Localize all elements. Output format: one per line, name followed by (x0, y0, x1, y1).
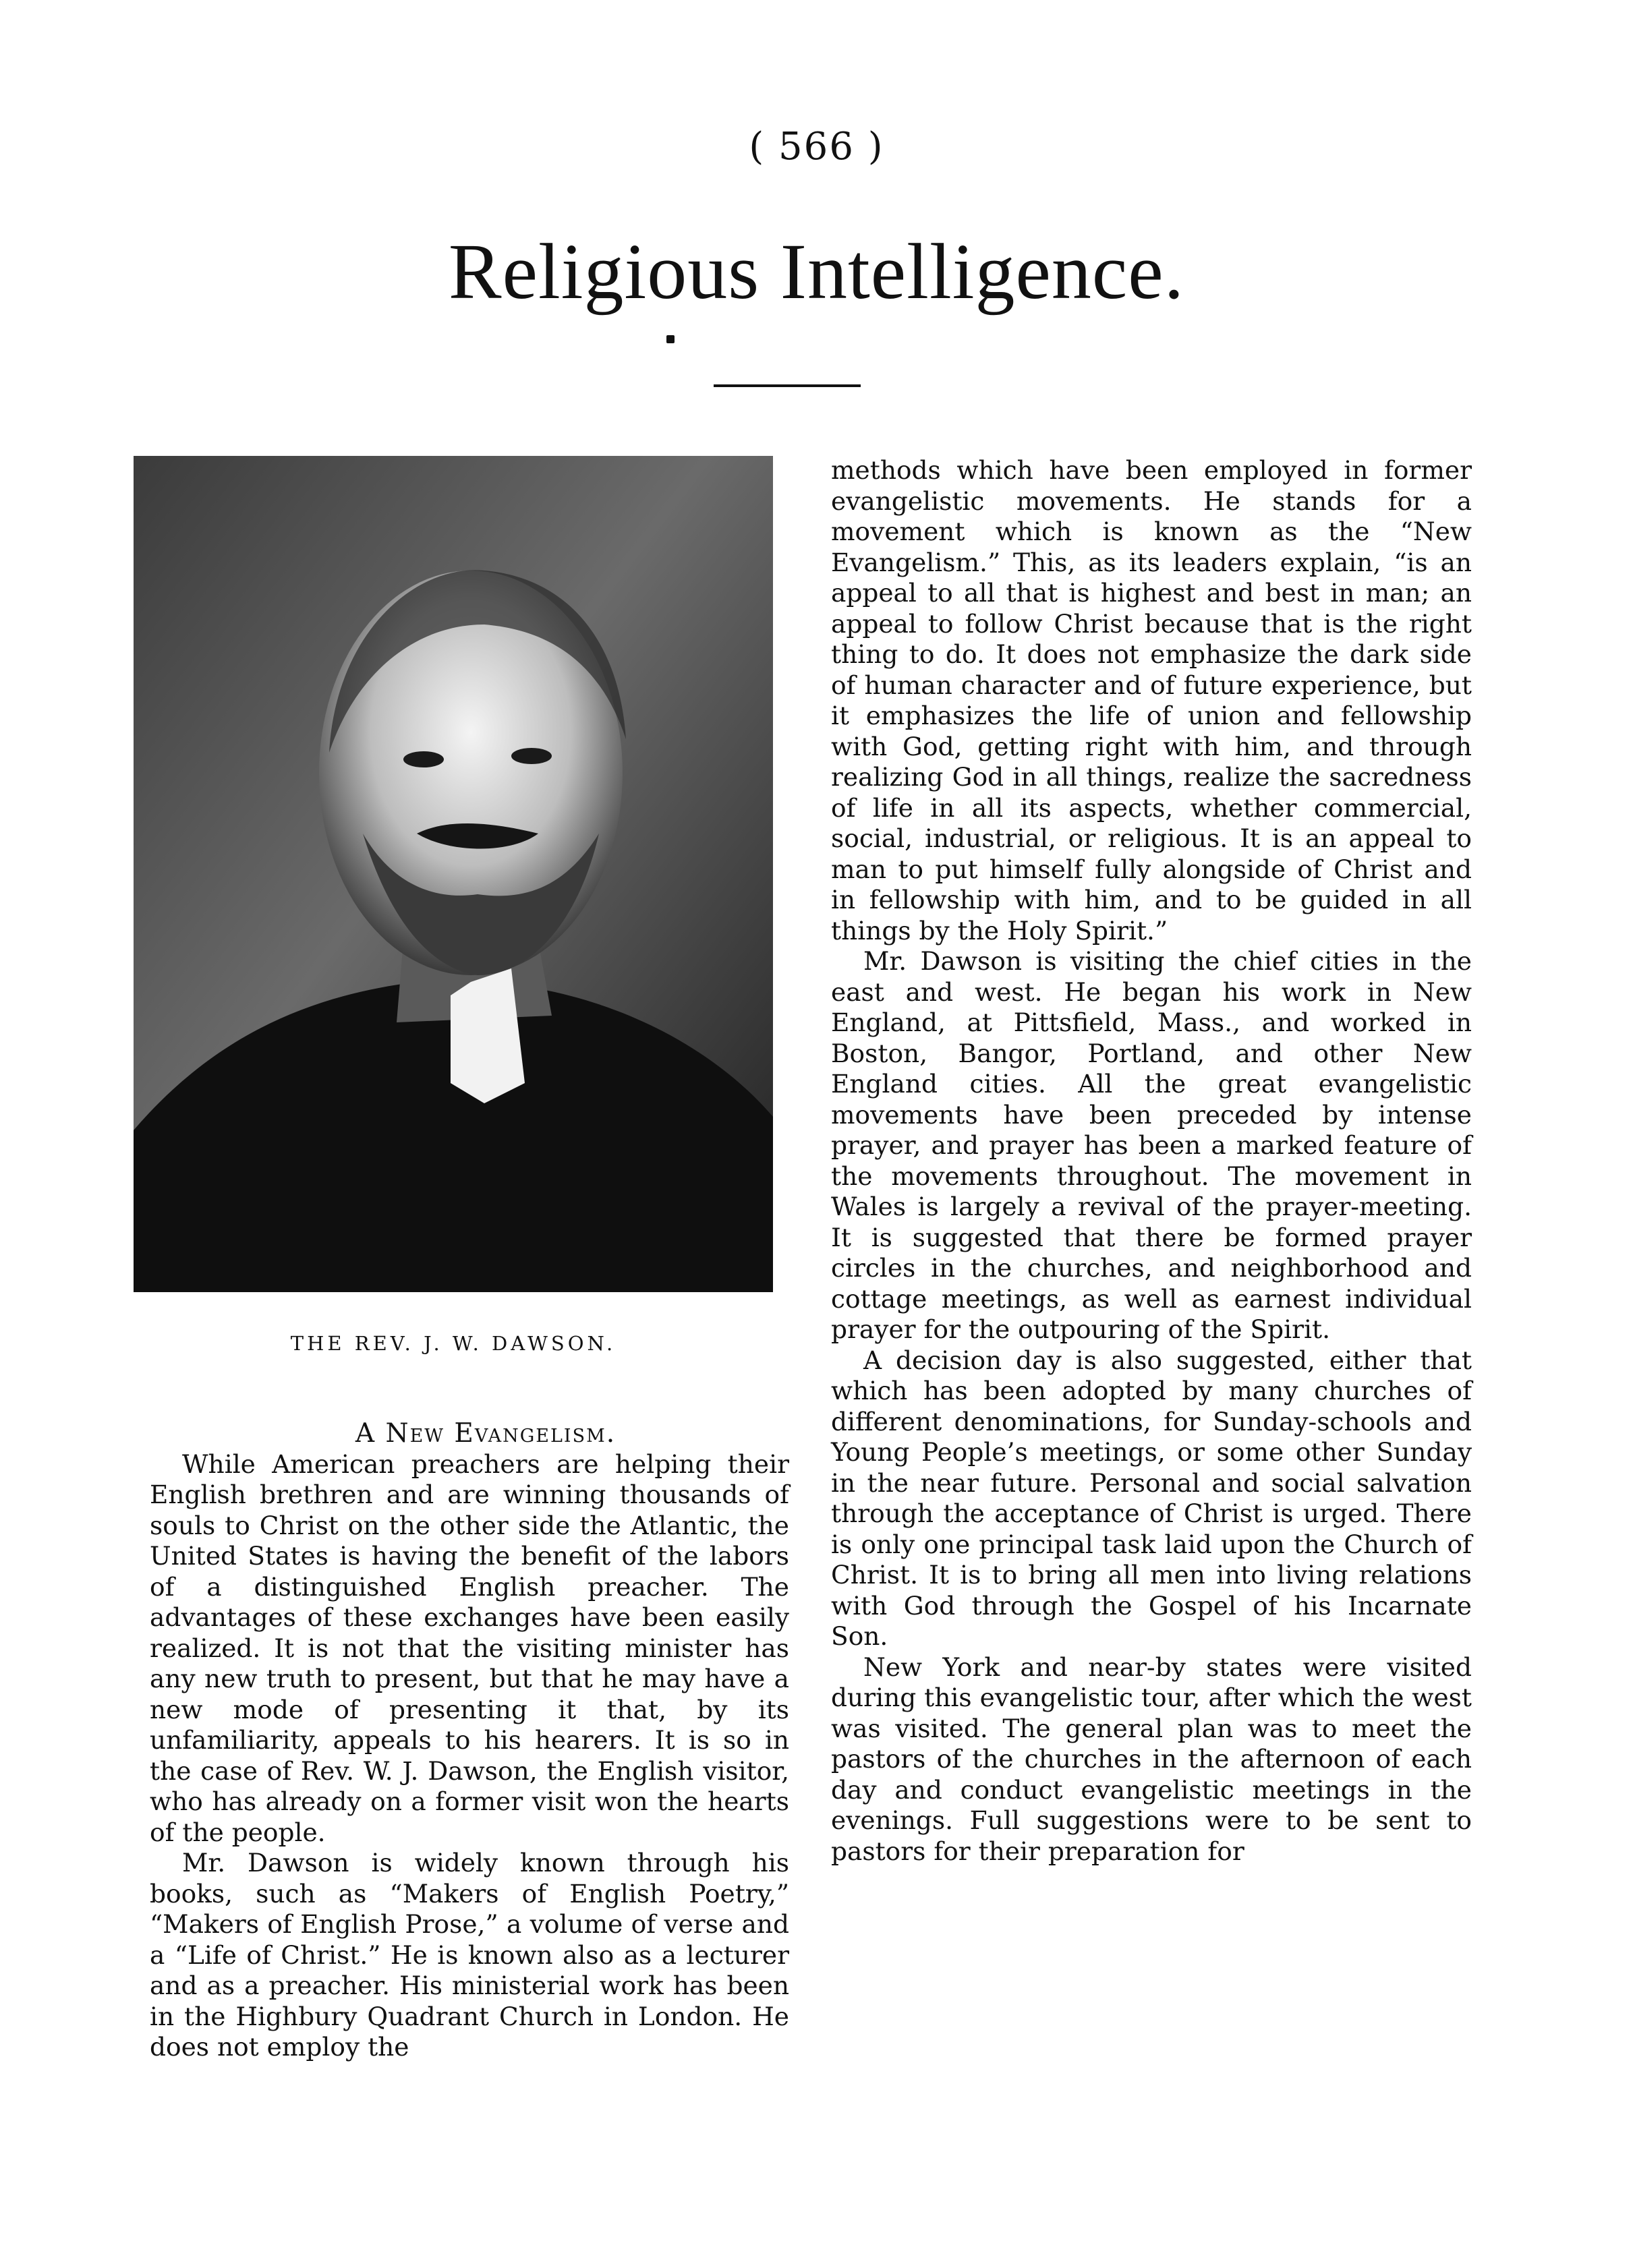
paragraph: Mr. Dawson is visiting the chief cities in the east and west. He began his work in New England, at Pittsfield, Mass., and worked in Boston, Bangor, Portland, and other New England cities. All the great evangelistic movements have been preceded by intense prayer, and prayer has been a marked feature of the movements throughout. The movement in Wales is largely a revival of the prayer-meeting. It is suggested that there be formed prayer circles in the churches, and neighborhood and cottage meetings, as well as earnest individual prayer for the outpouring of the Spirit. (831, 946, 1472, 1344)
title-rule (714, 384, 861, 387)
section-heading: A New Evangelism. (355, 1418, 617, 1449)
portrait-icon (134, 456, 773, 1292)
paragraph: Mr. Dawson is widely known through his books, such as “Makers of English Poetry,” “Makers of English Prose,” a volume of verse and a “Life of Christ.” He is known also as a lecturer and as a preacher. His ministerial work has been in the Highbury Quadrant Church in London. He does not employ the (150, 1848, 789, 2062)
paragraph: methods which have been employed in former evangelistic movements. He stands for a movement which is known as the “New Evangelism.” This, as its leaders explain, “is an appeal to all that is highest and best in man; an appeal to follow Christ because that is the right thing to do. It does not emphasize the dark side of human character and of future experience, but it emphasizes the life of union and fellowship with God, getting right with him, and through realizing God in all things, realize the sacredness of life in all its aspects, whether commercial, social, industrial, or religious. It is an appeal to man to put himself fully alongside of Christ and in fellowship with him, and to be guided in all things by the Holy Spirit.” (831, 455, 1472, 946)
page-number: ( 566 ) (749, 125, 884, 169)
article-column-left (150, 1418, 789, 2063)
article-column-right (831, 455, 1472, 1867)
portrait-photo (134, 456, 773, 1292)
paragraph: A decision day is also suggested, either that which has been adopted by many churches of different denominations, for Sunday-schools and Young People’s meetings, or some other Sunday in the near future. Personal and social salvation through the acceptance of Christ is urged. There is only one principal task laid upon the Church of Christ. It is to bring all men into living relations with God through the Gospel of his Incarnate Son. (831, 1345, 1472, 1651)
ornament-dot (666, 335, 675, 343)
paragraph: New York and near-by states were visited during this evangelistic tour, after which the west was visited. The general plan was to meet the pastors of the churches in the afternoon of each day and conduct evangelistic meetings in the evenings. Full suggestions were to be sent to pastors for their preparation for (831, 1652, 1472, 1866)
figure-caption: THE REV. J. W. DAWSON. (290, 1332, 617, 1355)
page-title: Religious Intelligence. (448, 227, 1185, 316)
paragraph: While American preachers are helping their English brethren and are winning thousands of souls to Christ on the other side the Atlantic, the United States is having the benefit of the labors of a distinguished English preacher. The advantages of these exchanges have been easily realized. It is not that the visiting minister has any new truth to present, but that he may have a new mode of presenting it that, by its unfamiliarity, appeals to his hearers. It is so in the case of Rev. W. J. Dawson, the English visitor, who has already on a former visit won the hearts of the people. (150, 1449, 789, 1847)
